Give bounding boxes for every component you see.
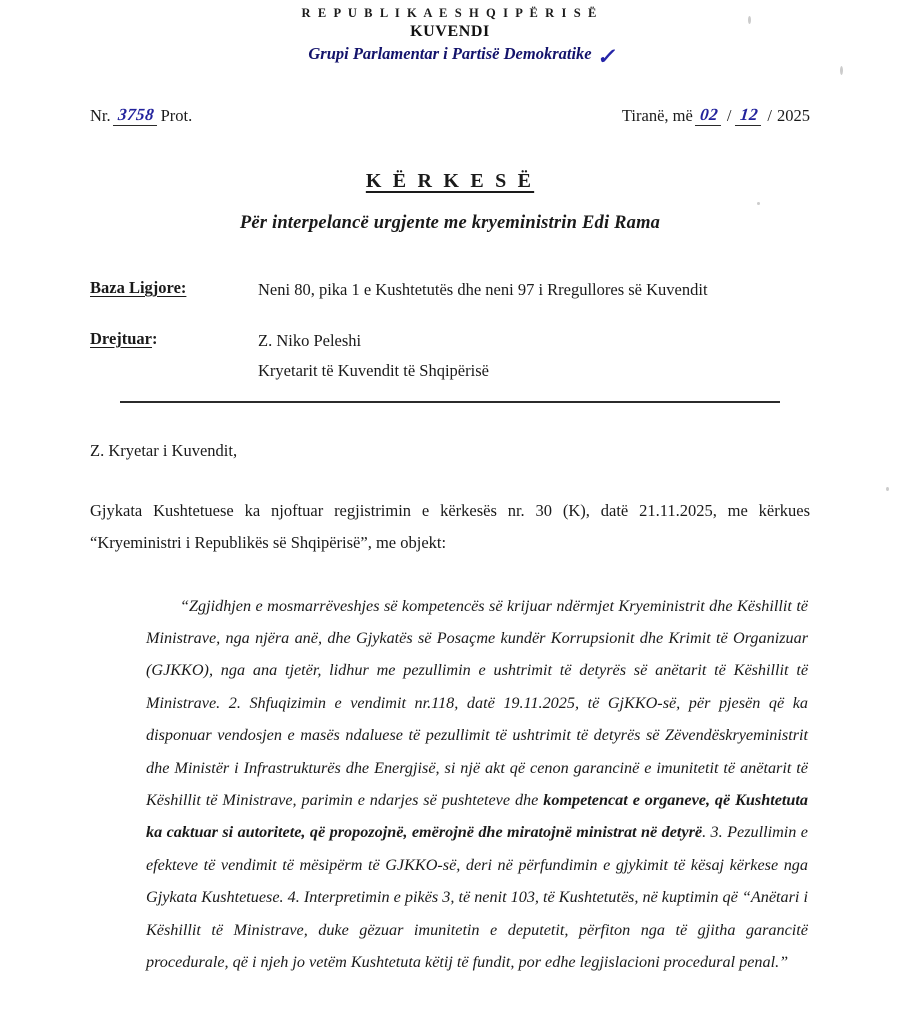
protocol-row	[90, 106, 810, 126]
protocol-date-group	[622, 106, 810, 126]
letterhead-institution: KUVENDI	[410, 23, 490, 40]
scan-speck	[840, 66, 843, 75]
document-subtitle: Për interpelancë urgjente me kryeministrin Edi Rama	[239, 213, 661, 233]
protocol-year-value: 2025	[777, 106, 810, 125]
date-separator-1: /	[726, 106, 732, 125]
addressee-label	[90, 329, 258, 349]
scan-speck	[757, 202, 760, 205]
document-meta	[90, 278, 810, 383]
addressee-value	[258, 329, 810, 384]
quote-segment-1: “Zgjidhjen e mosmarrëveshjes së kompetencës së krijuar ndërmjet Kryeministrit dhe Këshillit të Ministrave, nga njëra anë, dhe Gjykatës së Posaçme kundër Korrupsionit dhe Krimit të Organizuar (GJKKO), nga ana tjetër, lidhur me pezullimin e ushtrimit të detyrës së anëtarit të Këshillit të Ministrave. 2. Shfuqizimin e vendimit nr.118, datë 19.11.2025, të GjKKO-së, për pjesën që ka disponuar vendosjen e masës ndaluese të pezullimit të ushtrimit të detyrës së Zëvendëskryeministrit dhe Ministër i Infrastrukturës dhe Energjisë, si një akt që cenon garancinë e imunitetit të anëtarit të Këshillit të Ministrave, parimin e ndarjes së pushteteve dhe	[146, 596, 808, 810]
addressee-row	[90, 329, 810, 384]
salutation: Z. Kryetar i Kuvendit,	[90, 441, 238, 461]
protocol-nr-value: 3758	[113, 106, 159, 126]
letterhead-country: R E P U B L I K A E S H Q I P Ë R I S Ë	[301, 6, 599, 20]
addressee-label-text: Drejtuar	[90, 328, 153, 348]
protocol-prot-label: Prot.	[160, 106, 193, 125]
addressee-role: Kryetarit të Kuvendit të Shqipërisë	[258, 360, 489, 380]
protocol-number-group	[90, 106, 192, 126]
protocol-day-value: 02	[695, 106, 723, 126]
quote-bold-segment: kompetencat e organeve, që Kushtetuta ka caktuar si autoritete, që propozojnë, emërojnë dhe miratojnë ministrat në detyrë	[146, 791, 808, 842]
legal-basis-row	[90, 278, 810, 303]
protocol-month-value: 12	[735, 106, 763, 126]
date-separator-2: /	[767, 106, 772, 125]
protocol-place-label: Tiranë, më	[621, 106, 693, 125]
ink-checkmark-icon: ✓	[594, 45, 617, 70]
body-paragraph-1: Gjykata Kushtetuese ka njoftuar regjistrimin e kërkesës nr. 30 (K), datë 21.11.2025, me kërkues “Kryeministri i Republikës së Shqipërisë”, me objekt:	[90, 501, 810, 553]
addressee-name: Z. Niko Peleshi	[258, 330, 362, 350]
legal-basis-label: Baza Ligjore:	[90, 278, 187, 297]
protocol-nr-label: Nr.	[90, 106, 111, 125]
letterhead-group	[308, 44, 617, 70]
quote-segment-2: . 3. Pezullimin e efekteve të vendimit të mësipërm të GJKKO-së, deri në përfundimin e gjykimit të kësaj kërkese nga Gjykata Kushtetuese. 4. Interpretimin e pikës 3, të nenit 103, të Kushtetutës, në kuptimin që “Anëtari i Këshillit të Ministrave, duke gëzuar imunitetin e deputetit, përfiton nga të gjitha garancitë procedurale, që i njeh jo vetëm Kushtetuta këtij të fundit, por edhe legjislacioni procedural penal.”	[146, 823, 808, 972]
legal-basis-value: Neni 80, pika 1 e Kushtetutës dhe neni 97 i Rregullores së Kuvendit	[258, 280, 708, 299]
addressee-label-colon: :	[152, 328, 158, 348]
document-title: K Ë R K E S Ë	[365, 170, 535, 192]
letterhead	[90, 0, 810, 70]
horizontal-rule	[120, 401, 780, 403]
scan-speck	[748, 16, 751, 24]
quoted-request-object	[146, 590, 810, 979]
scan-speck	[886, 487, 889, 491]
letterhead-group-text: Grupi Parlamentar i Partisë Demokratike	[308, 44, 592, 63]
